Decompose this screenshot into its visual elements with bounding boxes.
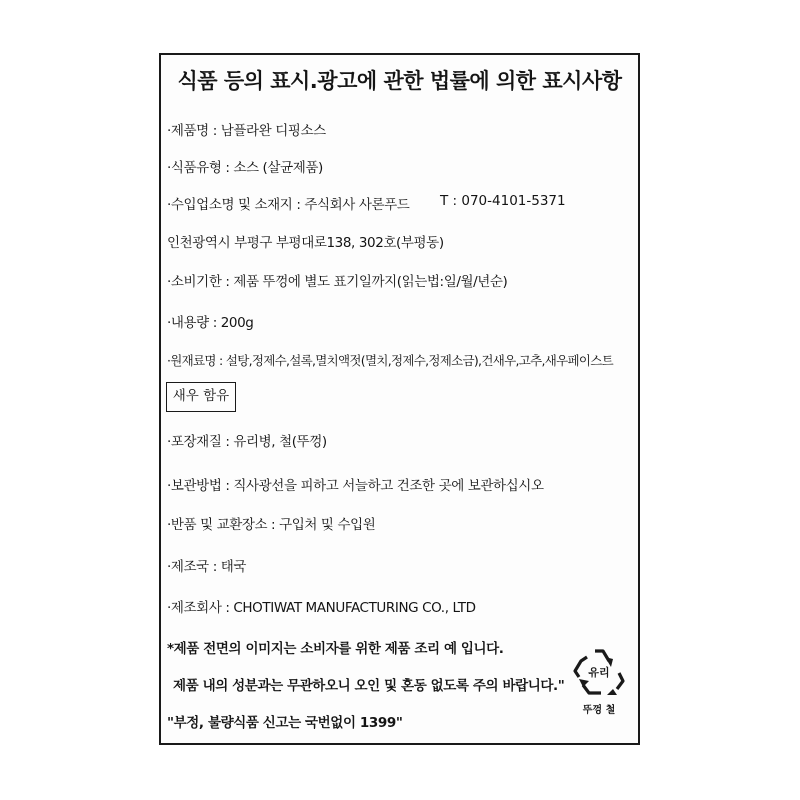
address-line: 인천광역시 부평구 부평대로138, 302호(부평동) bbox=[167, 235, 444, 251]
manufacturer-line: ·제조회사 : CHOTIWAT MANUFACTURING CO., LTD bbox=[167, 600, 476, 616]
caution-line: 제품 내의 성분과는 무관하오니 오인 및 혼동 없도록 주의 바랍니다." bbox=[173, 678, 565, 694]
product-name-line: ·제품명 : 남플라완 디핑소스 bbox=[167, 123, 326, 139]
storage-line: ·보관방법 : 직사광선을 피하고 서늘하고 건조한 곳에 보관하십시오 bbox=[167, 478, 544, 494]
report-line: "부정, 불량식품 신고는 국번없이 1399" bbox=[167, 715, 403, 731]
label-title: 식품 등의 표시.광고에 관한 법률에 의한 표시사항 bbox=[177, 69, 622, 93]
expiry-line: ·소비기한 : 제품 뚜껑에 별도 표기일까지(읽는법:일/월/년순) bbox=[167, 274, 508, 290]
ingredients-line: ·원재료명 : 설탕,정제수,설록,멸치액젓(멸치,정제수,정제소금),건새우,고추,새우페이스트 bbox=[167, 353, 613, 368]
recycle-arrows-icon bbox=[571, 643, 627, 699]
origin-line: ·제조국 : 태국 bbox=[167, 559, 247, 575]
return-line: ·반품 및 교환장소 : 구입처 및 수입원 bbox=[167, 517, 376, 533]
content-amount-line: ·내용량 : 200g bbox=[167, 315, 254, 331]
recycle-mark bbox=[571, 643, 627, 723]
importer-line: ·수입업소명 및 소재지 : 주식회사 사론푸드 bbox=[167, 197, 410, 213]
phone-number: T : 070-4101-5371 bbox=[440, 193, 566, 209]
food-label-panel bbox=[159, 53, 640, 745]
recycle-caption: 뚜껑 철 bbox=[582, 705, 616, 716]
allergen-box: 새우 함유 bbox=[166, 382, 236, 412]
packaging-line: ·포장재질 : 유리병, 철(뚜껑) bbox=[167, 434, 327, 450]
image-notice-line: *제품 전면의 이미지는 소비자를 위한 제품 조리 예 입니다. bbox=[167, 641, 504, 657]
recycle-material-label: 유리 bbox=[588, 666, 610, 679]
food-type-line: ·식품유형 : 소스 (살균제품) bbox=[167, 160, 323, 176]
